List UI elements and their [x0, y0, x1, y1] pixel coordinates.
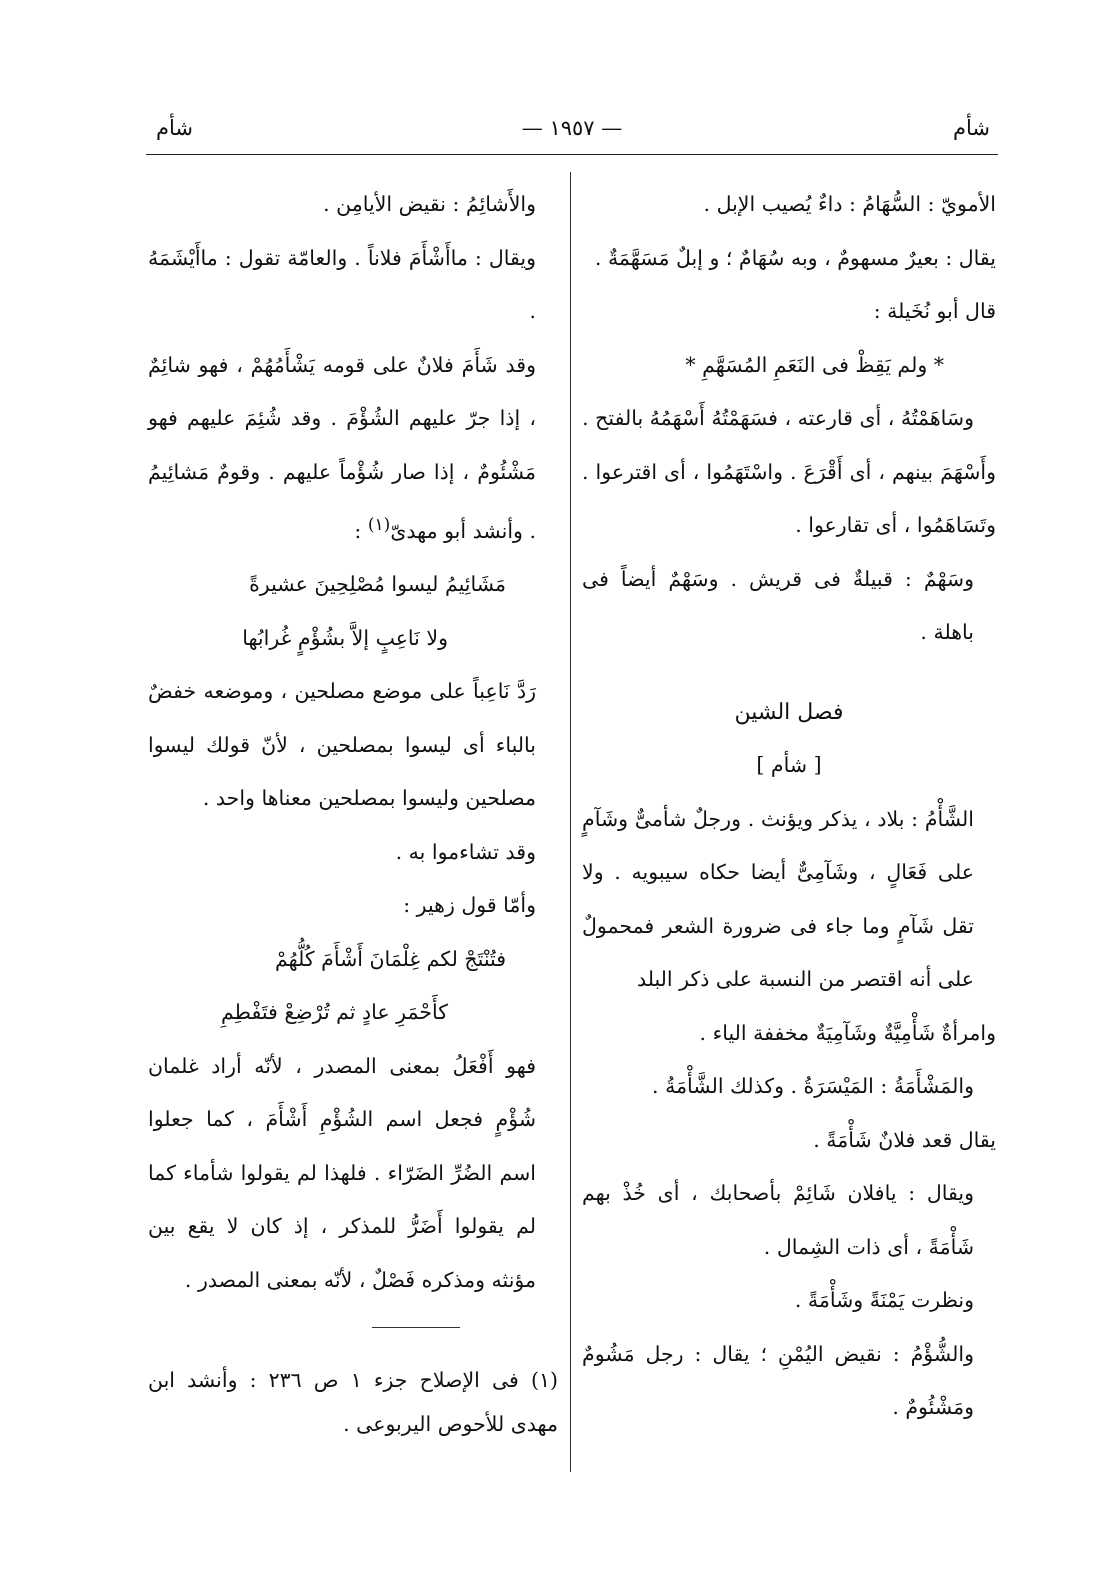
spacer	[582, 660, 996, 686]
header-rule	[146, 154, 998, 155]
paragraph: يقال قعد فلانٌ شَأْمَةً .	[813, 1127, 996, 1152]
paragraph: والأَشائِمُ : نقيض الأيامِن .	[323, 192, 536, 216]
verse-line: كأَحْمَرِ عادٍ ثم تُرْضِعْ فتَفْطِمِ	[220, 1000, 448, 1025]
verse-line: * ولم يَقِظْ فى النَعَمِ المُسَهَّمِ *	[685, 352, 944, 377]
footnote-text: (١) فى الإصلاح جزء ١ ص ٢٣٦ : وأنشد ابن مهدى للأحوص اليربوعى .	[148, 1368, 558, 1436]
verse-line: ولا نَاعِبٍ إلاَّ بشُؤْمٍ غُرابُها	[242, 625, 448, 650]
paragraph: وأمّا قول زهير :	[403, 893, 536, 918]
paragraph-text-end: :	[354, 518, 368, 543]
right-column	[582, 178, 996, 1435]
running-headword-left: شأم	[156, 116, 193, 140]
paragraph: الأمويّ : السُّهَامُ : داءٌ يُصيب الإبل .	[703, 192, 996, 216]
paragraph: ونظرت يَمْنَةً وشَأْمَةً .	[794, 1288, 974, 1312]
paragraph: يقال : بعيرٌ مسهومٌ ، وبه سُهَامٌ ؛ و إبلٌ مَسَهَّمَةٌ .	[594, 245, 996, 270]
section-title: فصل الشين	[734, 699, 844, 725]
paragraph: وأَسْهَمَ بينهم ، أى أَقْرَعَ . واسْتَهَمُوا ، أى اقترعوا . وتَسَاهَمُوا ، أى تقارعوا .	[582, 459, 996, 537]
paragraph	[148, 339, 558, 559]
page-header	[146, 112, 998, 152]
verse-line: فتُنْتَجْ لكم غِلْمَانَ أَشْأَمَ كُلُّهُمْ	[275, 946, 506, 971]
paragraph: والشُّؤْمُ : نقيض اليُمْنِ ؛ يقال : رجل مَشُومٌ ومَشْئُومٌ .	[582, 1341, 974, 1419]
page-number: — ١٩٥٧ —	[521, 116, 623, 140]
footnote-marker: (١)	[367, 515, 391, 535]
paragraph: ويقال : ماأَشْأَمَ فلاناً . والعامّة تقول : ماأَيْشَمَهُ .	[148, 245, 536, 323]
footnote-rule	[372, 1327, 460, 1328]
column-divider	[570, 172, 571, 1472]
paragraph: وقد تشاءموا به .	[395, 839, 536, 864]
paragraph: قال أبو نُخَيلة :	[873, 299, 996, 323]
paragraph: والمَشْأَمَةُ : المَيْسَرَةُ . وكذلك الشَّأْمَةُ .	[652, 1074, 974, 1098]
paragraph: وسَهْمٌ : قبيلةٌ فى قريش . وسَهْمٌ أيضاً فى باهلة .	[582, 566, 974, 644]
paragraph: رَدَّ نَاعِباً على موضع مصلحين ، وموضعه خفضٌ بالباء أى ليسوا بمصلحين ، لأنّ قولك ليسوا مصلحين وليسوا بمصلحين معناها واحد .	[148, 679, 536, 811]
paragraph-text: وقد شَأَمَ فلانٌ على قومه يَشْأَمُهُمْ ، فهو شائِمٌ ، إذا جرّ عليهم الشُؤْمَ . وقد شُئِمَ عليهم فهو مَشْئُومٌ ، إذا صار شُؤْماً عليهم . وقومٌ مَشائِيمُ . وأنشد أبو مهدىّ	[148, 352, 536, 543]
paragraph: الشَّأْمُ : بلاد ، يذكر ويؤنث . ورجلٌ شأمىٌّ وشَآمٍ على فَعَالٍ ، وشَآمِىٌّ أيضا حكاه سيبويه . ولا تقل شَآمٍ وما جاء فى ضرورة الشعر فمحمولٌ على أنه اقتصر من النسبة على ذكر البلد	[582, 806, 974, 991]
running-headword-right: شأم	[953, 116, 990, 140]
entry-heading: [ شأم ]	[756, 753, 822, 777]
paragraph: وامرأةٌ شَأْمِيَّةٌ وشَآمِيَةٌ مخففة الياء .	[699, 1020, 996, 1045]
paragraph: ويقال : يافلان شَائِمْ بأصحابك ، أى خُذْ بهم شَأْمَةً ، أى ذات الشِمال .	[582, 1181, 974, 1259]
left-column	[148, 178, 558, 1307]
paragraph: وسَاهَمْتُهُ ، أى قارعته ، فسَهَمْتُهُ أَسْهَمُهُ بالفتح .	[582, 406, 974, 430]
footnote	[148, 1358, 558, 1446]
verse-line: مَشَائِيمُ ليسوا مُصْلِحِينَ عشيرةً	[249, 572, 506, 597]
paragraph: فهو أَفْعَلُ بمعنى المصدر ، لأنّه أراد غلمان شُؤْمٍ فجعل اسم الشُؤْمِ أَشْأَمَ ، كما جعلوا اسم الضُرِّ الضَرّاء . فلهذا لم يقولوا شأماء كما لم يقولوا أَضَرُّ للمذكر ، إذ كان لا يقع بين مؤنثه ومذكره فَصْلٌ ، لأنّه بمعنى المصدر .	[148, 1053, 536, 1292]
